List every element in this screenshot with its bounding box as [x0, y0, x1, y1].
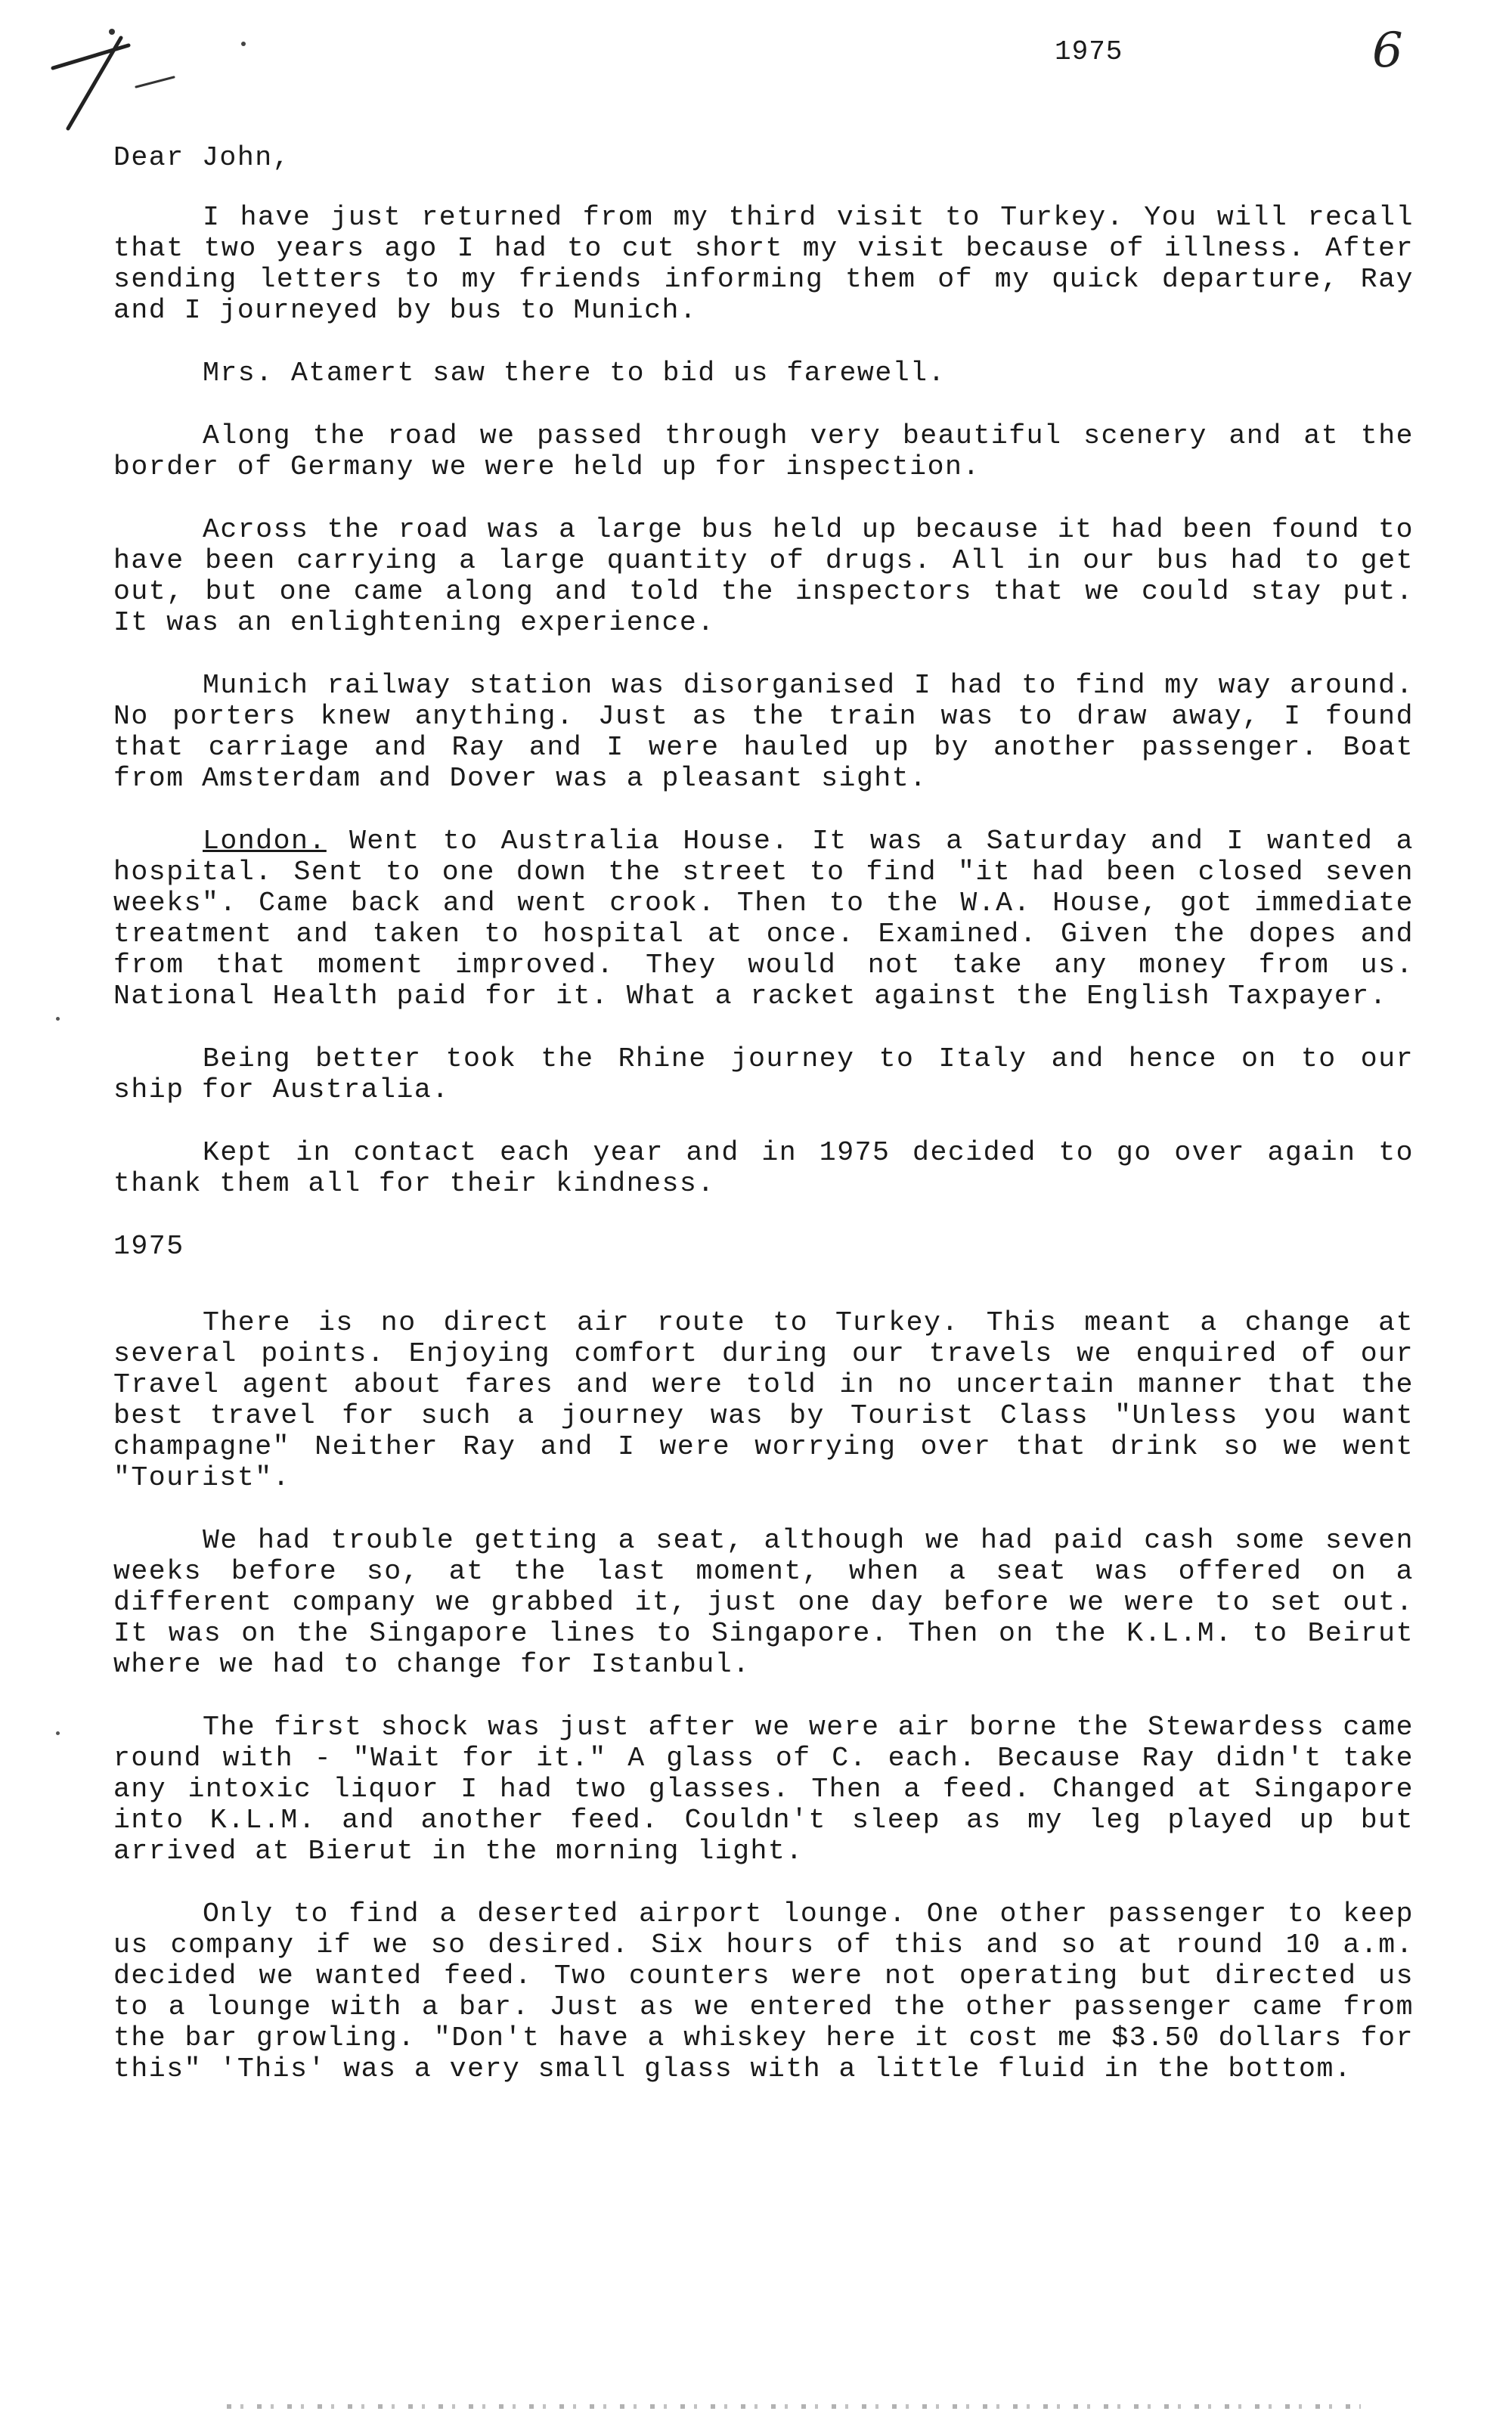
page-number: 6 [1372, 23, 1403, 79]
letter-body [113, 142, 1414, 2116]
paragraph-london [113, 826, 1414, 1012]
london-text: Went to Australia House. It was a Saturday and I wanted a hospital. Sent to one down the street to find "it had been closed seven weeks". Came back and went crook. Then to the W.A. House, got immediate treatment and taken to hospital at once. Examined. Given the dopes and from that moment improved. They would not take any money from us. National Health paid for it. What a racket against the English Taxpayer. [113, 826, 1414, 1012]
paragraph: The first shock was just after we were air borne the Stewardess came round with - "Wait for it." A glass of C. each. Because Ray didn't take any intoxic liquor I had two glasses. Then a feed. Changed at Singapore into K.L.M. and another feed. Couldn't sleep as my leg played up but arrived at Bierut in the morning light. [113, 1712, 1414, 1867]
paragraph: Along the road we passed through very beautiful scenery and at the border of Germany we were held up for inspection. [113, 420, 1414, 482]
margin-speck [56, 1731, 60, 1735]
paragraph: Mrs. Atamert saw there to bid us farewell. [203, 358, 946, 389]
paragraph: Kept in contact each year and in 1975 decided to go over again to thank them all for their kindness. [113, 1137, 1414, 1199]
london-heading: London. [203, 826, 327, 857]
paragraph: Munich railway station was disorganised I had to find my way around. No porters knew anything. Just as the train was to draw away, I found that carriage and Ray and I were hauled up by another passenger. Boat from Amsterdam and Dover was a pleasant sight. [113, 670, 1414, 794]
header-year: 1975 [1055, 36, 1123, 67]
handwritten-mark-icon [23, 15, 249, 151]
paragraph: We had trouble getting a seat, although we had paid cash some seven weeks before so, at the last moment, when a seat was offered on a different company we grabbed it, just one day before we were to set out. It was on the Singapore lines to Singapore. Then on the K.L.M. to Beirut where we had to change for Istanbul. [113, 1525, 1414, 1680]
paragraph: Across the road was a large bus held up because it had been found to have been carrying a large quantity of drugs. All in our bus had to get out, but one came along and told the inspectors that we could stay put. It was an enlightening experience. [113, 514, 1414, 638]
paragraph: Being better took the Rhine journey to Italy and hence on to our ship for Australia. [113, 1043, 1414, 1105]
paragraph: There is no direct air route to Turkey. This meant a change at several points. Enjoying comfort during our travels we enquired of our Travel agent about fares and were told in no uncertain manner that the best travel for such a journey was by Tourist Class "Unless you want champagne" Neither Ray and I were worrying over that drink so we went "Tourist". [113, 1307, 1414, 1493]
margin-speck [56, 1017, 60, 1021]
paragraph: Only to find a deserted airport lounge. One other passenger to keep us company if we so desired. Six hours of this and so at round 10 a.m. decided we wanted feed. Two counters were not operating but directed us to a lounge with a bar. Just as we entered the other passenger came from the bar growling. "Don't have a whiskey here it cost me $3.50 dollars for this" 'This' was a very small glass with a little fluid in the bottom. [113, 1898, 1414, 2084]
paragraph: I have just returned from my third visit to Turkey. You will recall that two years ago I had to cut short my visit because of illness. After sending letters to my friends informing them of my quick departure, Ray and I journeyed by bus to Munich. [113, 202, 1414, 326]
scan-specks [227, 2404, 1361, 2409]
section-year: 1975 [113, 1231, 184, 1262]
greeting: Dear John, [113, 142, 291, 173]
